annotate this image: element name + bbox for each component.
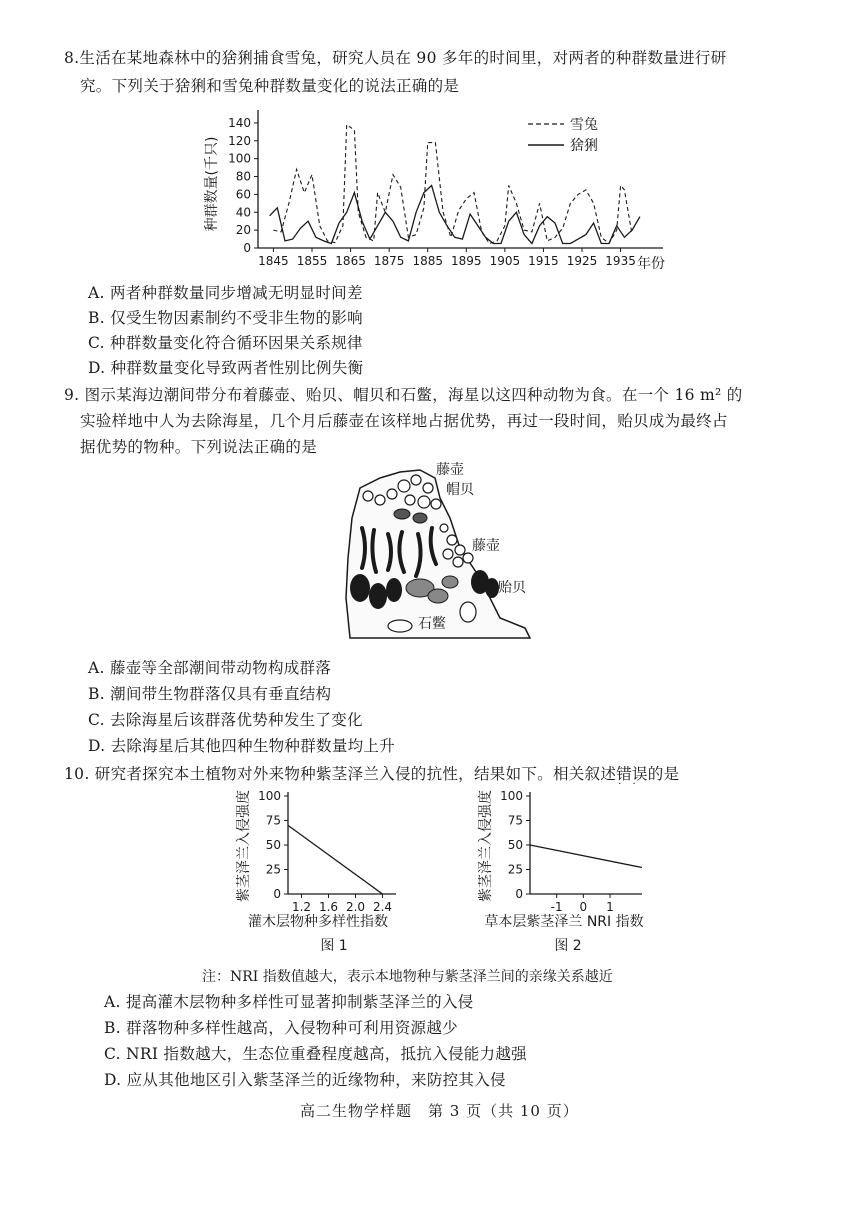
x-tick-label: 1875 <box>373 254 405 268</box>
x-tick-label: 1865 <box>335 254 366 268</box>
q10-option-c: C. NRI 指数越大，生态位重叠程度越高，抵抗入侵能力越强 <box>104 1045 527 1063</box>
q9-stem-line2: 实验样地中人为去除海星，几个月后藤壶在该样地占据优势，再过一段时间，贻贝成为最终占 <box>80 412 728 430</box>
q8-option-d: D. 种群数量变化导致两者性别比例失衡 <box>88 359 364 377</box>
y-tick-label: 100 <box>228 151 251 166</box>
label-barnacle-top: 藤壶 <box>436 462 464 478</box>
x-tick-label: 1.2 <box>291 900 312 914</box>
y-tick-label: 25 <box>507 862 523 877</box>
fig1-caption: 图 1 <box>320 938 348 954</box>
y-tick-label: 0 <box>273 887 281 901</box>
series-line-0 <box>530 845 642 868</box>
x-tick-label: 1895 <box>451 254 482 268</box>
x-tick-label: 2.4 <box>372 900 393 914</box>
shrub-diversity-chart <box>226 784 406 954</box>
intertidal-illustration <box>340 458 540 650</box>
series-line-猞猁 <box>270 186 640 244</box>
q9-stem-line1: 9. 图示某海边潮间带分布着藤壶、贻贝、帽贝和石鳖，海星以这四种动物为食。在一个 16 m² 的 <box>64 386 743 404</box>
fig2-ylabel: 紫茎泽兰入侵强度 <box>478 790 494 902</box>
x-tick-label: 1925 <box>566 254 598 268</box>
label-chiton: 石鳖 <box>418 616 446 632</box>
x-tick-label: -1 <box>550 900 563 914</box>
x-tick-label: 1915 <box>528 254 559 268</box>
q9-option-d: D. 去除海星后其他四种生物种群数量均上升 <box>88 737 396 755</box>
q9-stem-line3: 据优势的物种。下列说法正确的是 <box>80 438 318 456</box>
q10-option-b: B. 群落物种多样性越高，入侵物种可利用资源越少 <box>104 1019 458 1037</box>
q10-option-d: D. 应从其他地区引入紫茎泽兰的近缘物种，来防控其入侵 <box>104 1071 506 1089</box>
x-tick-label: 1 <box>606 900 614 914</box>
x-tick-label: 1.6 <box>318 900 339 914</box>
y-tick-label: 120 <box>228 133 251 148</box>
y-tick-label: 0 <box>515 887 523 901</box>
y-tick-label: 50 <box>507 838 523 852</box>
nri-index-chart <box>468 784 658 954</box>
y-tick-label: 25 <box>265 862 281 877</box>
x-tick-label: 2.0 <box>345 900 366 914</box>
y-tick-label: 80 <box>235 169 251 184</box>
q9-option-b: B. 潮间带生物群落仅具有垂直结构 <box>88 685 332 703</box>
fig2-xlabel: 草本层紫茎泽兰 NRI 指数 <box>484 914 644 930</box>
label-barnacle-mid: 藤壶 <box>472 538 500 554</box>
x-tick-label: 1905 <box>489 254 521 268</box>
x-tick-label: 1855 <box>296 254 328 268</box>
legend-lynx-label: 猞猁 <box>570 138 598 154</box>
q10-option-a: A. 提高灌木层物种多样性可显著抑制紫茎泽兰的入侵 <box>104 993 474 1011</box>
x-tick-label: 1845 <box>258 254 289 268</box>
q8-option-c: C. 种群数量变化符合循环因果关系规律 <box>88 334 363 352</box>
fig1-xlabel: 灌木层物种多样性指数 <box>248 914 388 930</box>
q8-option-a: A. 两者种群数量同步增减无明显时间差 <box>88 284 363 302</box>
x-tick-label: 1935 <box>605 254 636 268</box>
y-tick-label: 60 <box>235 187 251 202</box>
q8-option-b: B. 仅受生物因素制约不受非生物的影响 <box>88 309 363 327</box>
label-limpet: 帽贝 <box>446 482 474 498</box>
chart1-ylabel: 种群数量(千只) <box>204 136 220 232</box>
legend-hare-label: 雪兔 <box>570 117 598 133</box>
x-tick-label: 0 <box>579 900 588 914</box>
fig2-caption: 图 2 <box>554 938 582 954</box>
series-line-0 <box>288 825 383 894</box>
q8-stem-line1: 8.生活在某地森林中的猞猁捕食雪兔，研究人员在 90 多年的时间里，对两者的种群数量进行研 <box>64 49 727 67</box>
y-tick-label: 0 <box>243 241 251 255</box>
q10-note: 注：NRI 指数值越大，表示本地物种与紫茎泽兰间的亲缘关系越近 <box>202 969 613 985</box>
y-tick-label: 20 <box>235 223 251 238</box>
hare-lynx-population-chart <box>200 104 680 280</box>
q8-stem-line2: 究。下列关于猞猁和雪兔种群数量变化的说法正确的是 <box>80 77 460 95</box>
chart1-xlabel: 年份 <box>637 256 665 272</box>
q9-option-a: A. 藤壶等全部潮间带动物构成群落 <box>88 659 332 677</box>
y-tick-label: 140 <box>228 115 251 130</box>
fig1-ylabel: 紫茎泽兰入侵强度 <box>236 790 252 902</box>
page-footer: 高二生物学样题 第 3 页（共 10 页） <box>300 1102 579 1120</box>
y-tick-label: 100 <box>258 789 281 803</box>
y-tick-label: 100 <box>500 789 523 803</box>
y-tick-label: 75 <box>265 813 281 828</box>
q10-emphasis-wrong: 错误 · · <box>616 765 648 783</box>
y-tick-label: 40 <box>235 205 251 220</box>
q10-stem: 10. 研究者探究本土植物对外来物种紫茎泽兰入侵的抗性，结果如下。相关叙述错误 · ·的是 <box>64 762 679 784</box>
x-tick-label: 1885 <box>412 254 443 268</box>
label-mussel: 贻贝 <box>498 580 526 596</box>
y-tick-label: 75 <box>507 813 523 828</box>
y-tick-label: 50 <box>265 838 281 852</box>
q9-option-c: C. 去除海星后该群落优势种发生了变化 <box>88 711 363 729</box>
